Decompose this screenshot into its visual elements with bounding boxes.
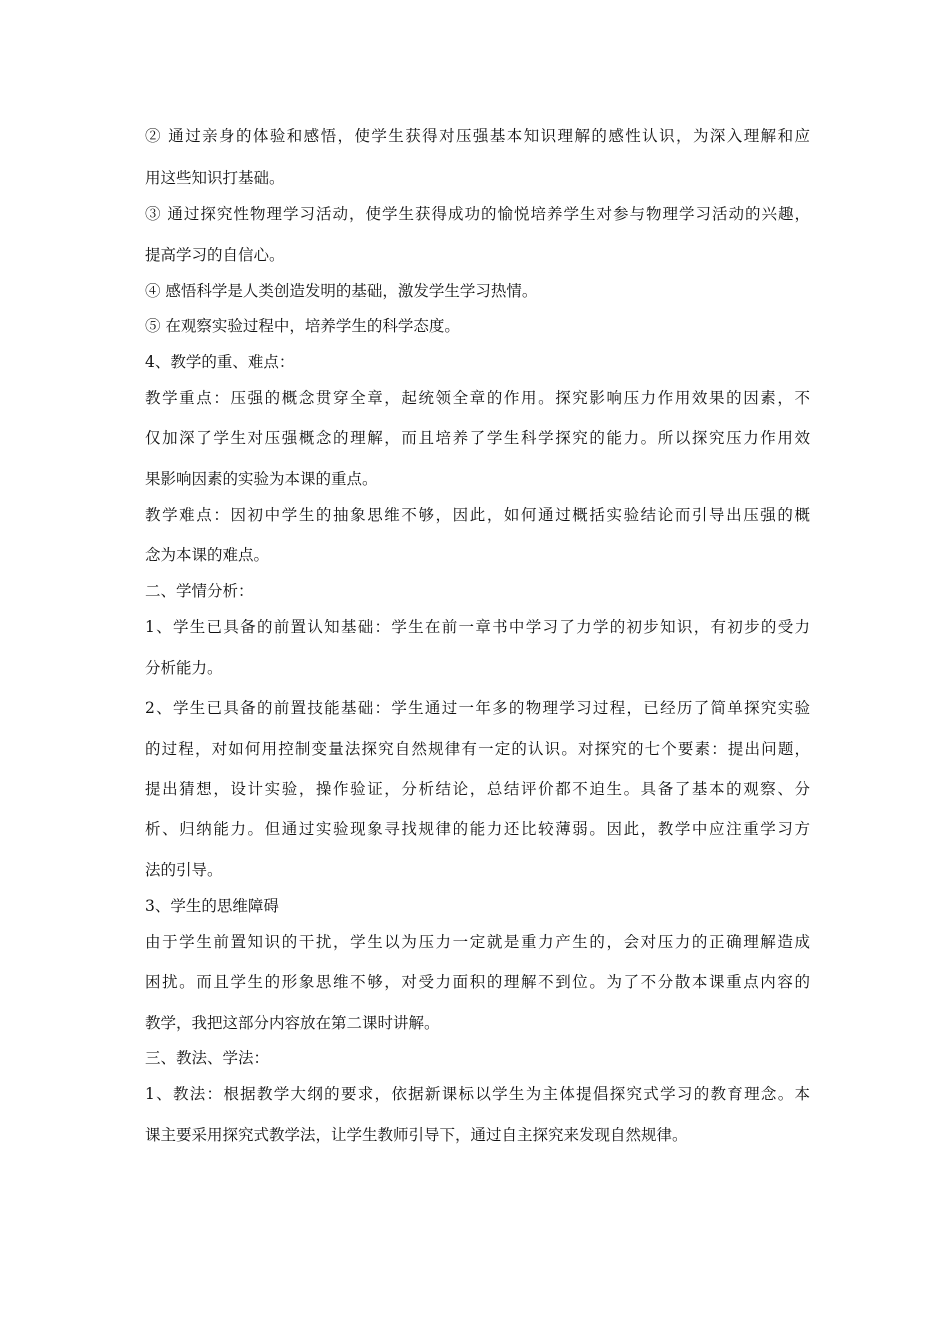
text-line: 课主要采用探究式教学法，让学生教师引导下，通过自主探究来发现自然规律。 <box>145 1126 688 1144</box>
text-line: 困扰。而且学生的形象思维不够，对受力面积的理解不到位。为了不分散本课重点内容的 <box>145 973 810 991</box>
section-heading: 4、教学的重、难点： <box>145 353 295 371</box>
text-line: 用这些知识打基础。 <box>145 169 285 187</box>
section-heading: 三、教法、学法： <box>145 1049 270 1067</box>
text-line: ③ 通过探究性物理学习活动，使学生获得成功的愉悦培养学生对参与物理学习活动的兴趣， <box>145 205 810 223</box>
text-line: ⑤ 在观察实验过程中，培养学生的科学态度。 <box>145 317 460 335</box>
section-heading: 二、学情分析： <box>145 582 254 600</box>
text-line: 教学，我把这部分内容放在第二课时讲解。 <box>145 1014 440 1032</box>
text-line: 析、归纳能力。但通过实验现象寻找规律的能力还比较薄弱。因此，教学中应注重学习方 <box>145 820 810 838</box>
text-line: 法的引导。 <box>145 861 223 879</box>
text-line: 提出猜想，设计实验，操作验证，分析结论，总结评价都不迫生。具备了基本的观察、分 <box>145 780 810 798</box>
text-line: 果影响因素的实验为本课的重点。 <box>145 470 378 488</box>
text-line: 教学难点：因初中学生的抽象思维不够，因此，如何通过概括实验结论而引导出压强的概 <box>145 506 810 524</box>
text-line: 提高学习的自信心。 <box>145 246 285 264</box>
text-line: 1、学生已具备的前置认知基础：学生在前一章书中学习了力学的初步知识，有初步的受力 <box>145 618 810 636</box>
text-line: ② 通过亲身的体验和感悟，使学生获得对压强基本知识理解的感性认识，为深入理解和应 <box>145 127 810 145</box>
section-heading: 3、学生的思维障碍 <box>145 897 279 915</box>
text-line: 1、教法：根据教学大纲的要求，依据新课标以学生为主体提倡探究式学习的教育理念。本 <box>145 1085 810 1103</box>
text-line: 分析能力。 <box>145 659 223 677</box>
text-line: 2、学生已具备的前置技能基础：学生通过一年多的物理学习过程，已经历了简单探究实验 <box>145 699 810 717</box>
text-line: 念为本课的难点。 <box>145 546 270 564</box>
text-line: 仅加深了学生对压强概念的理解，而且培养了学生科学探究的能力。所以探究压力作用效 <box>145 429 810 447</box>
text-line: 的过程，对如何用控制变量法探究自然规律有一定的认识。对探究的七个要素：提出问题， <box>145 740 810 758</box>
text-line: 教学重点：压强的概念贯穿全章，起统领全章的作用。探究影响压力作用效果的因素，不 <box>145 389 810 407</box>
text-line: 由于学生前置知识的干扰，学生以为压力一定就是重力产生的，会对压力的正确理解造成 <box>145 933 810 951</box>
text-line: ④ 感悟科学是人类创造发明的基础，激发学生学习热情。 <box>145 282 538 300</box>
